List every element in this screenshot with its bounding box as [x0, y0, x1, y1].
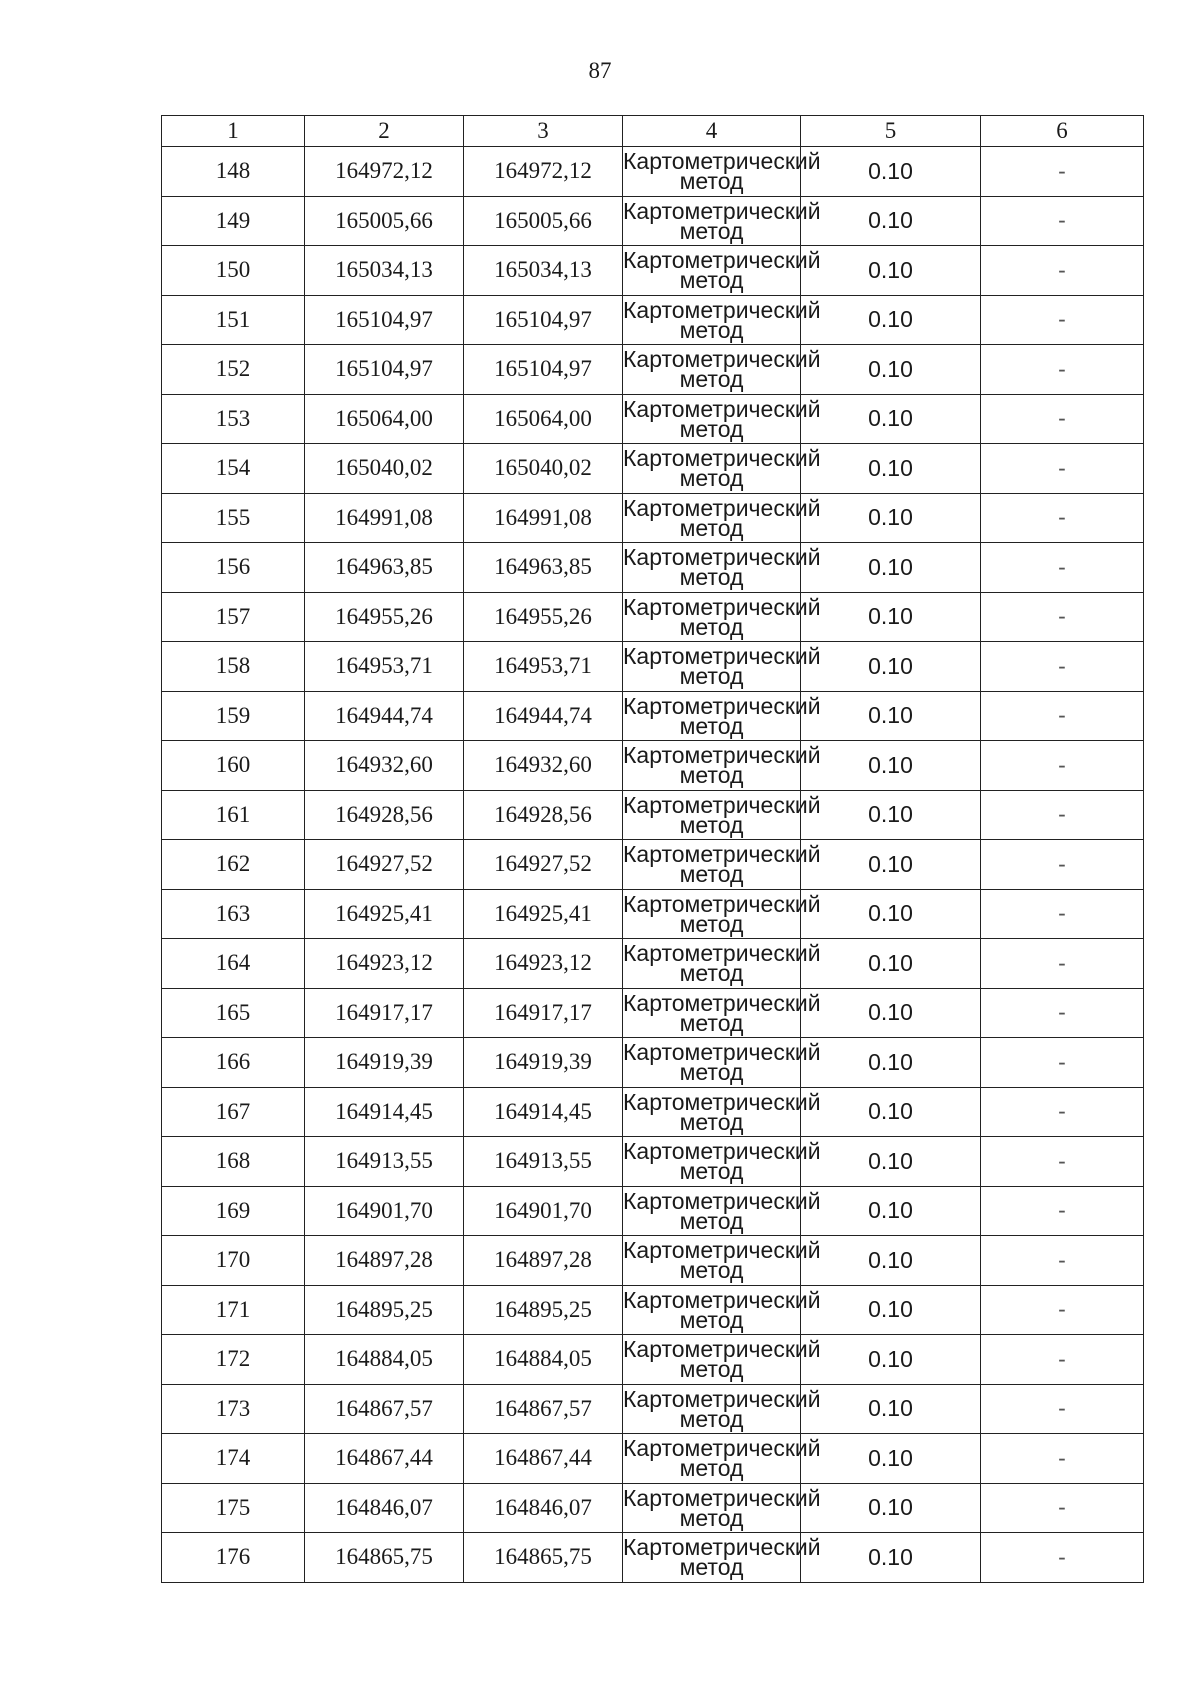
method-text-line1: Картометрический — [623, 1385, 821, 1412]
point-number-cell: 172 — [162, 1335, 305, 1385]
method-text-line1: Картометрический — [623, 1237, 821, 1264]
x-coordinate-cell: 164963,85 — [305, 543, 464, 593]
x-coordinate-cell: 164925,41 — [305, 889, 464, 939]
point-number-cell: 161 — [162, 790, 305, 840]
note-cell: - — [981, 1087, 1144, 1137]
method-cell — [623, 1137, 821, 1187]
accuracy-cell: 0.10 — [801, 196, 981, 246]
method-text-line1: Картометрический — [623, 742, 821, 769]
method-text-line2: метод — [679, 960, 744, 987]
method-text-line2: метод — [679, 514, 744, 541]
x-coordinate-cell: 164884,05 — [305, 1335, 464, 1385]
accuracy-cell: 0.10 — [801, 246, 981, 296]
point-number-cell: 174 — [162, 1434, 305, 1484]
table-row — [162, 147, 1144, 197]
y-coordinate-cell: 165040,02 — [464, 444, 623, 494]
table-row — [162, 1087, 1144, 1137]
x-coordinate-cell: 164944,74 — [305, 691, 464, 741]
method-text-line2: метод — [679, 910, 744, 937]
method-text-line2: метод — [679, 1059, 744, 1086]
method-cell — [623, 988, 821, 1038]
table-row — [162, 444, 1144, 494]
x-coordinate-cell: 164927,52 — [305, 840, 464, 890]
point-number-cell: 156 — [162, 543, 305, 593]
y-coordinate-cell: 164867,57 — [464, 1384, 623, 1434]
method-cell — [623, 939, 821, 989]
note-cell: - — [981, 691, 1144, 741]
point-number-cell: 175 — [162, 1483, 305, 1533]
table-row — [162, 1236, 1144, 1286]
method-cell — [623, 444, 821, 494]
note-cell: - — [981, 1285, 1144, 1335]
note-cell: - — [981, 1483, 1144, 1533]
table-row — [162, 889, 1144, 939]
y-coordinate-cell: 164928,56 — [464, 790, 623, 840]
note-cell: - — [981, 295, 1144, 345]
column-header-1: 1 — [162, 116, 305, 147]
method-text-line1: Картометрический — [623, 1484, 821, 1511]
method-text-line2: метод — [679, 1504, 744, 1531]
accuracy-cell: 0.10 — [801, 493, 981, 543]
table-row — [162, 493, 1144, 543]
y-coordinate-cell: 165034,13 — [464, 246, 623, 296]
point-number-cell: 171 — [162, 1285, 305, 1335]
method-text-line2: метод — [679, 1257, 744, 1284]
page-number: 87 — [588, 58, 612, 83]
y-coordinate-cell: 164913,55 — [464, 1137, 623, 1187]
point-number-cell: 155 — [162, 493, 305, 543]
method-text-line1: Картометрический — [623, 1435, 821, 1462]
note-cell: - — [981, 493, 1144, 543]
accuracy-cell: 0.10 — [801, 1285, 981, 1335]
method-text-line1: Картометрический — [623, 1187, 821, 1214]
table-row — [162, 246, 1144, 296]
table-row — [162, 741, 1144, 791]
x-coordinate-cell: 165040,02 — [305, 444, 464, 494]
method-cell — [623, 345, 821, 395]
method-text-line1: Картометрический — [623, 1534, 821, 1561]
method-cell — [623, 1483, 821, 1533]
point-number-cell: 149 — [162, 196, 305, 246]
table-row — [162, 939, 1144, 989]
y-coordinate-cell: 164897,28 — [464, 1236, 623, 1286]
method-cell — [623, 1533, 821, 1583]
x-coordinate-cell: 164867,44 — [305, 1434, 464, 1484]
method-text-line2: метод — [679, 1108, 744, 1135]
method-text-line2: метод — [679, 1356, 744, 1383]
accuracy-cell: 0.10 — [801, 1087, 981, 1137]
x-coordinate-cell: 164846,07 — [305, 1483, 464, 1533]
method-text-line1: Картометрический — [623, 692, 821, 719]
method-text-line2: метод — [679, 613, 744, 640]
x-coordinate-cell: 164991,08 — [305, 493, 464, 543]
method-text-line2: метод — [679, 1306, 744, 1333]
point-number-cell: 157 — [162, 592, 305, 642]
method-text-line2: метод — [679, 762, 744, 789]
note-cell: - — [981, 196, 1144, 246]
accuracy-cell: 0.10 — [801, 444, 981, 494]
note-cell: - — [981, 345, 1144, 395]
x-coordinate-cell: 164932,60 — [305, 741, 464, 791]
method-text-line2: метод — [679, 1207, 744, 1234]
note-cell: - — [981, 444, 1144, 494]
table-row — [162, 592, 1144, 642]
method-text-line1: Картометрический — [623, 1088, 821, 1115]
point-number-cell: 151 — [162, 295, 305, 345]
table-row — [162, 1285, 1144, 1335]
point-number-cell: 148 — [162, 147, 305, 197]
x-coordinate-cell: 165104,97 — [305, 295, 464, 345]
y-coordinate-cell: 164919,39 — [464, 1038, 623, 1088]
accuracy-cell: 0.10 — [801, 642, 981, 692]
table-row — [162, 196, 1144, 246]
method-cell — [623, 592, 821, 642]
table-body — [162, 147, 1144, 1583]
point-number-cell: 166 — [162, 1038, 305, 1088]
method-text-line1: Картометрический — [623, 890, 821, 917]
note-cell: - — [981, 642, 1144, 692]
accuracy-cell: 0.10 — [801, 1038, 981, 1088]
note-cell: - — [981, 1533, 1144, 1583]
method-cell — [623, 889, 821, 939]
method-cell — [623, 1434, 821, 1484]
accuracy-cell: 0.10 — [801, 1335, 981, 1385]
accuracy-cell: 0.10 — [801, 1483, 981, 1533]
method-cell — [623, 741, 821, 791]
point-number-cell: 169 — [162, 1186, 305, 1236]
point-number-cell: 164 — [162, 939, 305, 989]
note-cell: - — [981, 988, 1144, 1038]
table-row — [162, 1038, 1144, 1088]
method-cell — [623, 493, 821, 543]
note-cell: - — [981, 394, 1144, 444]
y-coordinate-cell: 164927,52 — [464, 840, 623, 890]
method-text-line1: Картометрический — [623, 791, 821, 818]
y-coordinate-cell: 164917,17 — [464, 988, 623, 1038]
note-cell: - — [981, 147, 1144, 197]
accuracy-cell: 0.10 — [801, 741, 981, 791]
table-row — [162, 295, 1144, 345]
x-coordinate-cell: 164867,57 — [305, 1384, 464, 1434]
y-coordinate-cell: 164991,08 — [464, 493, 623, 543]
table-row — [162, 1335, 1144, 1385]
method-text-line2: метод — [679, 366, 744, 393]
x-coordinate-cell: 165034,13 — [305, 246, 464, 296]
accuracy-cell: 0.10 — [801, 1137, 981, 1187]
point-number-cell: 163 — [162, 889, 305, 939]
point-number-cell: 162 — [162, 840, 305, 890]
method-cell — [623, 1186, 821, 1236]
method-cell — [623, 543, 821, 593]
x-coordinate-cell: 164914,45 — [305, 1087, 464, 1137]
y-coordinate-cell: 164972,12 — [464, 147, 623, 197]
column-header-5: 5 — [801, 116, 981, 147]
y-coordinate-cell: 164955,26 — [464, 592, 623, 642]
note-cell: - — [981, 790, 1144, 840]
note-cell: - — [981, 1137, 1144, 1187]
method-cell — [623, 147, 821, 197]
method-text-line1: Картометрический — [623, 494, 821, 521]
method-text-line1: Картометрический — [623, 940, 821, 967]
method-text-line1: Картометрический — [623, 1039, 821, 1066]
table-row — [162, 642, 1144, 692]
x-coordinate-cell: 164913,55 — [305, 1137, 464, 1187]
x-coordinate-cell: 164928,56 — [305, 790, 464, 840]
x-coordinate-cell: 164972,12 — [305, 147, 464, 197]
y-coordinate-cell: 164963,85 — [464, 543, 623, 593]
x-coordinate-cell: 164865,75 — [305, 1533, 464, 1583]
accuracy-cell: 0.10 — [801, 988, 981, 1038]
x-coordinate-cell: 165104,97 — [305, 345, 464, 395]
note-cell: - — [981, 592, 1144, 642]
point-number-cell: 160 — [162, 741, 305, 791]
note-cell: - — [981, 939, 1144, 989]
x-coordinate-cell: 164923,12 — [305, 939, 464, 989]
point-number-cell: 168 — [162, 1137, 305, 1187]
accuracy-cell: 0.10 — [801, 790, 981, 840]
method-text-line1: Картометрический — [623, 346, 821, 373]
method-cell — [623, 1236, 821, 1286]
x-coordinate-cell: 164953,71 — [305, 642, 464, 692]
note-cell: - — [981, 840, 1144, 890]
point-number-cell: 152 — [162, 345, 305, 395]
method-text-line2: метод — [679, 1405, 744, 1432]
method-text-line1: Картометрический — [623, 445, 821, 472]
method-text-line1: Картометрический — [623, 643, 821, 670]
method-text-line2: метод — [679, 1554, 744, 1581]
column-header-4: 4 — [623, 116, 801, 147]
method-text-line2: метод — [679, 564, 744, 591]
note-cell: - — [981, 1335, 1144, 1385]
note-cell: - — [981, 543, 1144, 593]
table-row — [162, 543, 1144, 593]
column-header-6: 6 — [981, 116, 1144, 147]
point-number-cell: 170 — [162, 1236, 305, 1286]
method-text-line2: метод — [679, 465, 744, 492]
table-row — [162, 691, 1144, 741]
method-text-line2: метод — [679, 1009, 744, 1036]
point-number-cell: 165 — [162, 988, 305, 1038]
accuracy-cell: 0.10 — [801, 1434, 981, 1484]
method-cell — [623, 1335, 821, 1385]
y-coordinate-cell: 164923,12 — [464, 939, 623, 989]
x-coordinate-cell: 164897,28 — [305, 1236, 464, 1286]
method-cell — [623, 246, 821, 296]
method-text-line2: метод — [679, 663, 744, 690]
method-cell — [623, 1038, 821, 1088]
table-row — [162, 1186, 1144, 1236]
point-number-cell: 153 — [162, 394, 305, 444]
y-coordinate-cell: 164914,45 — [464, 1087, 623, 1137]
method-text-line2: метод — [679, 712, 744, 739]
method-cell — [623, 1285, 821, 1335]
column-header-2: 2 — [305, 116, 464, 147]
method-text-line1: Картометрический — [623, 197, 821, 224]
y-coordinate-cell: 164846,07 — [464, 1483, 623, 1533]
method-cell — [623, 840, 821, 890]
accuracy-cell: 0.10 — [801, 1533, 981, 1583]
method-text-line2: метод — [679, 415, 744, 442]
method-cell — [623, 790, 821, 840]
note-cell: - — [981, 1434, 1144, 1484]
y-coordinate-cell: 164867,44 — [464, 1434, 623, 1484]
method-text-line1: Картометрический — [623, 989, 821, 1016]
accuracy-cell: 0.10 — [801, 147, 981, 197]
method-text-line2: метод — [679, 811, 744, 838]
note-cell: - — [981, 1186, 1144, 1236]
column-header-3: 3 — [464, 116, 623, 147]
x-coordinate-cell: 164917,17 — [305, 988, 464, 1038]
y-coordinate-cell: 164944,74 — [464, 691, 623, 741]
table-row — [162, 988, 1144, 1038]
x-coordinate-cell: 164895,25 — [305, 1285, 464, 1335]
point-number-cell: 176 — [162, 1533, 305, 1583]
method-text-line2: метод — [679, 168, 744, 195]
method-cell — [623, 1087, 821, 1137]
method-text-line1: Картометрический — [623, 544, 821, 571]
point-number-cell: 167 — [162, 1087, 305, 1137]
note-cell: - — [981, 1038, 1144, 1088]
point-number-cell: 158 — [162, 642, 305, 692]
method-text-line1: Картометрический — [623, 841, 821, 868]
accuracy-cell: 0.10 — [801, 691, 981, 741]
method-text-line2: метод — [679, 217, 744, 244]
table-row — [162, 790, 1144, 840]
method-text-line1: Картометрический — [623, 593, 821, 620]
accuracy-cell: 0.10 — [801, 1236, 981, 1286]
accuracy-cell: 0.10 — [801, 840, 981, 890]
table-row — [162, 1137, 1144, 1187]
y-coordinate-cell: 165104,97 — [464, 295, 623, 345]
table-row — [162, 345, 1144, 395]
method-text-line1: Картометрический — [623, 296, 821, 323]
accuracy-cell: 0.10 — [801, 939, 981, 989]
y-coordinate-cell: 164895,25 — [464, 1285, 623, 1335]
y-coordinate-cell: 164953,71 — [464, 642, 623, 692]
accuracy-cell: 0.10 — [801, 1384, 981, 1434]
x-coordinate-cell: 165005,66 — [305, 196, 464, 246]
method-text-line1: Картометрический — [623, 1286, 821, 1313]
method-cell — [623, 691, 821, 741]
point-number-cell: 150 — [162, 246, 305, 296]
x-coordinate-cell: 164955,26 — [305, 592, 464, 642]
accuracy-cell: 0.10 — [801, 543, 981, 593]
y-coordinate-cell: 164901,70 — [464, 1186, 623, 1236]
accuracy-cell: 0.10 — [801, 889, 981, 939]
accuracy-cell: 0.10 — [801, 592, 981, 642]
method-text-line1: Картометрический — [623, 148, 821, 175]
x-coordinate-cell: 164901,70 — [305, 1186, 464, 1236]
note-cell: - — [981, 246, 1144, 296]
note-cell: - — [981, 889, 1144, 939]
method-text-line2: метод — [679, 1158, 744, 1185]
method-text-line1: Картометрический — [623, 1336, 821, 1363]
y-coordinate-cell: 165064,00 — [464, 394, 623, 444]
accuracy-cell: 0.10 — [801, 1186, 981, 1236]
coordinates-table — [161, 115, 1144, 1583]
y-coordinate-cell: 164865,75 — [464, 1533, 623, 1583]
y-coordinate-cell: 164925,41 — [464, 889, 623, 939]
method-cell — [623, 295, 821, 345]
y-coordinate-cell: 165104,97 — [464, 345, 623, 395]
table-row — [162, 1434, 1144, 1484]
y-coordinate-cell: 164932,60 — [464, 741, 623, 791]
method-text-line1: Картометрический — [623, 395, 821, 422]
table-row — [162, 1533, 1144, 1583]
y-coordinate-cell: 164884,05 — [464, 1335, 623, 1385]
note-cell: - — [981, 741, 1144, 791]
accuracy-cell: 0.10 — [801, 345, 981, 395]
method-cell — [623, 642, 821, 692]
accuracy-cell: 0.10 — [801, 394, 981, 444]
table-row — [162, 840, 1144, 890]
method-cell — [623, 394, 821, 444]
table-row — [162, 1483, 1144, 1533]
table-row — [162, 394, 1144, 444]
x-coordinate-cell: 165064,00 — [305, 394, 464, 444]
point-number-cell: 159 — [162, 691, 305, 741]
method-text-line2: метод — [679, 1455, 744, 1482]
method-cell — [623, 196, 821, 246]
point-number-cell: 173 — [162, 1384, 305, 1434]
method-text-line2: метод — [679, 316, 744, 343]
method-text-line1: Картометрический — [623, 247, 821, 274]
accuracy-cell: 0.10 — [801, 295, 981, 345]
table-row — [162, 1384, 1144, 1434]
y-coordinate-cell: 165005,66 — [464, 196, 623, 246]
point-number-cell: 154 — [162, 444, 305, 494]
method-text-line1: Картометрический — [623, 1138, 821, 1165]
method-text-line2: метод — [679, 861, 744, 888]
table-header-row — [162, 116, 1144, 147]
note-cell: - — [981, 1384, 1144, 1434]
method-text-line2: метод — [679, 267, 744, 294]
x-coordinate-cell: 164919,39 — [305, 1038, 464, 1088]
method-cell — [623, 1384, 821, 1434]
note-cell: - — [981, 1236, 1144, 1286]
